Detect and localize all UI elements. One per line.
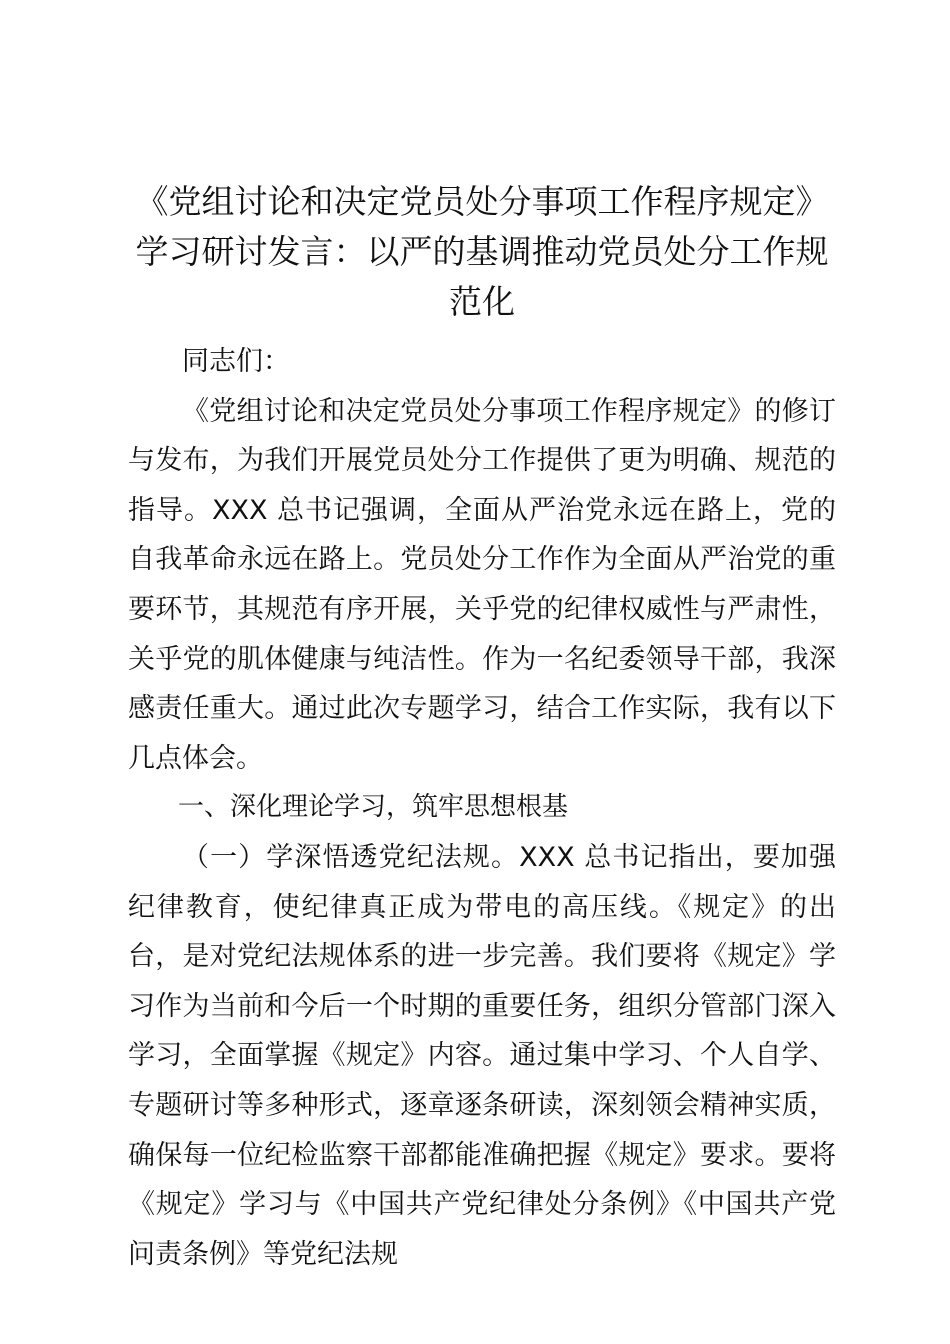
section-heading: 一、深化理论学习，筑牢思想根基 xyxy=(178,792,569,823)
document-title: 《党组讨论和决定党员处分事项工作程序规定》学习研讨发言：以严的基调推动党员处分工作规范化 xyxy=(135,182,829,321)
salutation: 同志们： xyxy=(182,346,290,377)
intro-paragraph: 《党组讨论和决定党员处分事项工作程序规定》的修订与发布，为我们开展党员处分工作提供了更为明确、规范的指导。XXX 总书记强调，全面从严治党永远在路上，党的自我革命永远在路上。党员处分工作作为全面从严治党的重要环节，其规范有序开展，关乎党的纪律权威性与严肃性，关乎党的肌体健康与纯洁性。作为一名纪委领导干部，我深感责任重大。通过此次专题学习，结合工作实际，我有以下几点体会。 xyxy=(128,395,836,774)
subsection-paragraph: （一）学深悟透党纪法规。XXX 总书记指出，要加强纪律教育，使纪律真正成为带电的高压线。《规定》的出台，是对党纪法规体系的进一步完善。我们要将《规定》学习作为当前和今后一个时期的重要任务，组织分管部门深入学习，全面掌握《规定》内容。通过集中学习、个人自学、专题研讨等多种形式，逐章逐条研读，深刻领会精神实质，确保每一位纪检监察干部都能准确把握《规定》要求。要将《规定》学习与《中国共产党纪律处分条例》《中国共产党问责条例》等党纪法规 xyxy=(128,841,836,1270)
document-body xyxy=(128,177,836,1279)
